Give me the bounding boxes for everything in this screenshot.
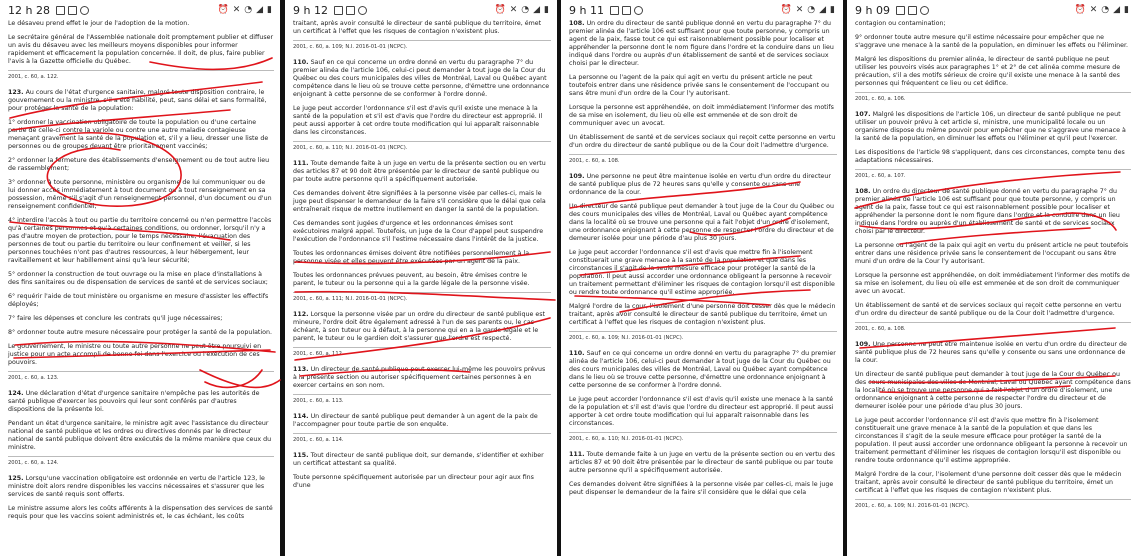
paragraph-text: Le juge peut accorder l'ordonnance s'il est d'avis qu'il existe une menace à la santé de la population et s'il est d'avis que l'ordre du directeur est approprié. Il peut aussi apporter à cet ordre toute modification qui lui apparaît raisonnable dans les circonstances. (569, 396, 834, 427)
paragraph-text: Un établissement de santé et de services sociaux qui reçoit cette personne en vertu d'un ordre du directeur de santé publique ou de la Cour doit l'admettre d'urgence. (855, 302, 1122, 317)
article-paragraph (293, 59, 551, 99)
paragraph-text: 2° ordonner la fermeture des établissements d'enseignement ou de tout autre lieu de rassemblement; (8, 157, 270, 172)
article-number: 110. (569, 350, 585, 357)
source-note: 2001, c. 60, a. 110; N.I. 2016-01-01 (NCPC). (293, 141, 551, 152)
source-note: 2001, c. 60, a. 111; N.I. 2016-01-01 (NCPC). (293, 292, 551, 303)
paragraph-text: Un ordre du directeur de santé publique donné en vertu du paragraphe 7° du premier alinéa de l'article 106 est suffisant pour que toute personne, y compris un agent de la paix, fasse tout ce qui est raisonnablement possible pour localiser et appréhender la personne dont le nom figure dans l'ordre et la conduire dans un lieu indiqué dans l'ordre ou auprès d'un établissement de santé et de services sociaux choisi par le directeur. (855, 188, 1120, 235)
wifi-icon: ◔ (807, 5, 816, 15)
sim-icon (346, 6, 355, 15)
article-paragraph (293, 452, 551, 468)
paragraph (293, 272, 551, 288)
paragraph (8, 329, 274, 337)
paragraph-text: Au cours de l'état d'urgence sanitaire, malgré toute disposition contraire, le gouvernement ou la ministre, s'il a été habilité, peut, sans délai et sans formalité, pour protéger la santé de la population: (8, 89, 267, 112)
alarm-icon: ⏰ (217, 5, 229, 15)
paragraph (293, 20, 551, 36)
screenshot-panel-1 (0, 0, 280, 556)
paragraph (569, 481, 837, 497)
mute-icon: ✕ (1089, 5, 1098, 15)
article-number: 124. (8, 390, 24, 397)
paragraph (293, 105, 551, 137)
paragraph-text: Un directeur de santé publique peut exercer lui-même les pouvoirs prévus à la présente section ou autoriser spécifiquement certaines personnes à en exercer certains en son nom. (293, 366, 546, 389)
status-icons (1075, 5, 1130, 15)
paragraph-text: Un directeur de santé publique peut demander à tout juge de la Cour du Québec ou des cours municipales des villes de Montréal, Laval ou Québec ayant compétence dans la localité où se trouve une personne qui a fait l'objet d'un ordre d'isolement, une ordonnance enjoignant à cette personne de respecter l'ordre du directeur et de demeurer isolée pour une période d'au plus 30 jours. (855, 371, 1131, 410)
screenshot-panel-2 (285, 0, 557, 556)
mute-icon: ✕ (795, 5, 804, 15)
paragraph (8, 420, 274, 452)
article-number: 107. (855, 111, 871, 118)
paragraph-text: Une déclaration d'état d'urgence sanitaire n'empêche pas les autorités de santé publique d'exercer les pouvoirs qui leur sont conférés par d'autres dispositions de la présente loi. (8, 390, 260, 413)
article-paragraph (569, 350, 837, 390)
source-note: 2001, c. 60, a. 122. (8, 70, 274, 81)
article-paragraph (569, 20, 837, 68)
paragraph-text: Le gouvernement, le ministre ou toute autre personne ne peut être poursuivi en justice pour un acte accompli de bonne foi dans l'exercice ou l'exécution de ces pouvoirs. (8, 343, 262, 366)
paragraph-text: Le juge peut accorder l'ordonnance s'il est d'avis que mettre fin à l'isolement constituerait une grave menace à la santé de la population et que dans les circonstances il s'agit de la seule mesure efficace pour protéger la santé de la population. Il peut aussi accorder une ordonnance obligeant la personne à recevoir un traitement permettant d'éliminer les risques de contagion lorsqu'il est disponible ou rendre toute ordonnance qu'il estime appropriée. (855, 417, 1128, 464)
article-number: 112. (293, 311, 309, 318)
signal-icon: ◢ (256, 5, 264, 15)
article-number: 125. (8, 475, 24, 482)
paragraph (8, 505, 274, 521)
article-number: 109. (855, 341, 871, 348)
article-number: 113. (293, 366, 309, 373)
alarm-icon: ⏰ (494, 5, 506, 15)
paragraph-text: 5° ordonner la construction de tout ouvrage ou la mise en place d'installations à des fins sanitaires ou de dispensation de services de santé et de services sociaux; (8, 271, 268, 286)
paragraph-text: Le juge peut accorder l'ordonnance s'il est d'avis que mettre fin à l'isolement constituerait une grave menace à la santé de la population et que dans les circonstances il s'agit de la seule mesure efficace pour protéger la santé de la population. Il peut aussi accorder une ordonnance obligeant la personne à recevoir un traitement permettant d'éliminer les risques de contagion lorsqu'il est disponible ou rendre toute ordonnance qu'il estime appropriée. (569, 249, 835, 296)
paragraph-text: contagion ou contamination; (855, 20, 946, 27)
status-bar (0, 0, 280, 20)
article-number: 108. (569, 20, 585, 27)
paragraph-text: La personne ou l'agent de la paix qui agit en vertu du présent article ne peut toutefois entrer dans une résidence privée sans le consentement de l'occupant ou sans être muni d'un ordre de la Cour l'y autorisant. (569, 74, 829, 97)
source-note: 2001, c. 60, a. 108. (855, 322, 1131, 333)
source-note: 2001, c. 60, a. 110; N.I. 2016-01-01 (NCPC). (569, 432, 837, 443)
source-note: 2001, c. 60, a. 109; N.I. 2016-01-01 (NCPC). (855, 499, 1131, 510)
paragraph-text: Le secrétaire général de l'Assemblée nationale doit promptement publier et diffuser un avis du désaveu avec les meilleurs moyens disponibles pour informer rapidement et efficacement la population concernée. Il doit, de plus, faire publier l'avis à la Gazette officielle du Québec. (8, 34, 274, 65)
gallery-icon (56, 6, 65, 15)
alarm-icon: ⏰ (780, 5, 792, 15)
signal-icon: ◢ (819, 5, 827, 15)
paragraph (293, 220, 551, 244)
status-time: 12 h 28 (8, 3, 50, 17)
sim-icon (622, 6, 631, 15)
paragraph (569, 134, 837, 150)
article-paragraph (293, 160, 551, 184)
paragraph (8, 217, 274, 265)
paragraph (855, 34, 1131, 50)
wifi-icon: ◔ (244, 5, 253, 15)
paragraph-text: 7° faire les dépenses et conclure les contrats qu'il juge nécessaires; (8, 315, 223, 322)
paragraph-text: Toutes les ordonnances émises doivent être notifiées personnellement à la personne visée et elles peuvent être exécutées par un agent de la paix. (293, 250, 530, 265)
article-number: 115. (293, 452, 309, 459)
wifi-icon: ◔ (1101, 5, 1110, 15)
article-paragraph (8, 390, 274, 414)
screenshot-panel-4 (847, 0, 1137, 556)
paragraph (293, 190, 551, 214)
paragraph-text: Le juge peut accorder l'ordonnance s'il est d'avis qu'il existe une menace à la santé de la population et s'il est d'avis que l'ordre du directeur est approprié. Il peut aussi apporter à cet ordre toute modification qui lui apparaît raisonnable dans les circonstances. (293, 105, 543, 136)
paragraph (855, 56, 1131, 88)
paragraph-text: Toutes les ordonnances prévues peuvent, au besoin, être émises contre le parent, le tuteur ou la personne qui a la garde légale de la personne visée. (293, 272, 530, 287)
article-paragraph (293, 311, 551, 343)
paragraph (855, 20, 1131, 28)
paragraph-text: Pendant un état d'urgence sanitaire, le ministre agit avec l'assistance du directeur national de santé publique et les ordres ou directives donnés par le directeur national de santé publique doivent être exécutés de la même manière que ceux du ministre. (8, 420, 272, 451)
paragraph-text: Malgré l'ordre de la cour, l'isolement d'une personne doit cesser dès que le médecin traitant, après avoir consulté le directeur de santé publique du territoire, émet un certificat à l'effet que les risques de contagion n'existent plus. (569, 303, 836, 326)
article-paragraph (293, 413, 551, 429)
paragraph-text: Toute demande faite à un juge en vertu de la présente section ou en vertu des articles 87 et 90 doit être présentée par le directeur de santé publique ou par toute autre personne qu'il a spécifiquement autorisée. (293, 160, 546, 183)
paragraph (569, 249, 837, 297)
signal-icon: ◢ (1113, 5, 1121, 15)
article-paragraph (293, 366, 551, 390)
paragraph (8, 119, 274, 151)
source-note: 2001, c. 60, a. 112. (293, 347, 551, 358)
article-paragraph (569, 451, 837, 475)
paragraph-text: 1° ordonner la vaccination obligatoire de toute la population ou d'une certaine partie de celle-ci contre la variole ou contre une autre maladie contagieuse menaçant gravement la santé de la population et, s'il y a lieu, dresser une liste de personnes ou de groupes devant être prioritairement vaccinés; (8, 119, 269, 150)
law-text (855, 20, 1131, 518)
paragraph-text: 3° ordonner à toute personne, ministère ou organisme de lui communiquer ou de lui donner accès immédiatement à tout document ou à tout renseignement en sa possession, même s'il s'agit d'un renseignement personnel, d'un document ou d'un renseignement confidentiel; (8, 179, 272, 210)
paragraph-text: Ces demandes doivent être signifiées à la personne visée par celles-ci, mais le juge peut dispenser le demandeur de la faire s'il considère que le délai que cela (569, 481, 834, 496)
battery-icon: ▮ (267, 5, 272, 15)
status-bar (847, 0, 1137, 20)
status-icons (781, 5, 836, 15)
paragraph-text: 4° interdire l'accès à tout ou partie du territoire concerné ou n'en permettre l'accès qu'à certaines personnes et qu'à certaines conditions, ou ordonner, lorsqu'il n'y a pas d'autre moyen de protection, pour le temps nécessaire, l'évacuation des personnes de tout ou partie du territoire ou leur confinement et veiller, si les personnes touchées n'ont pas d'autres ressources, à leur hébergement, leur ravitaillement et leur habillement ainsi qu'à leur sécurité; (8, 217, 272, 264)
law-text (569, 20, 837, 503)
status-bar (561, 0, 843, 20)
source-note: 2001, c. 60, a. 109; N.I. 2016-01-01 (NCPC). (293, 40, 551, 51)
source-note: 2001, c. 60, a. 107. (855, 169, 1131, 180)
paragraph (569, 303, 837, 327)
paragraph (293, 250, 551, 266)
law-text (293, 20, 551, 496)
paragraph-text: Sauf en ce qui concerne un ordre donné en vertu du paragraphe 7° du premier alinéa de l'article 106, celui-ci peut demander à tout juge de la Cour du Québec ou des cours municipales des villes de Montréal, Laval ou Québec ayant compétence dans le lieu où se trouve cette personne, d'émettre une ordonnance enjoignant à cette personne de se conformer à l'ordre donné. (293, 59, 550, 98)
status-bar (285, 0, 557, 20)
paragraph (855, 471, 1131, 495)
sim-icon (68, 6, 77, 15)
article-paragraph (8, 475, 274, 499)
paragraph-text: Malgré l'ordre de la cour, l'isolement d'une personne doit cesser dès que le médecin traitant, après avoir consulté le directeur de santé publique du territoire, émet un certificat à l'effet que les risques de contagion n'existent plus. (855, 471, 1122, 494)
battery-icon: ▮ (830, 5, 835, 15)
paragraph (569, 74, 837, 98)
screenshot-panel-3 (561, 0, 843, 556)
gallery-icon (896, 6, 905, 15)
sync-icon (634, 6, 643, 15)
paragraph (8, 20, 274, 28)
paragraph (569, 396, 837, 428)
law-text (8, 20, 274, 527)
article-paragraph (855, 111, 1131, 143)
paragraph (8, 315, 274, 323)
article-paragraph (855, 188, 1131, 236)
mute-icon: ✕ (509, 5, 518, 15)
source-note: 2001, c. 60, a. 114. (293, 433, 551, 444)
signal-icon: ◢ (533, 5, 541, 15)
paragraph (8, 293, 274, 309)
sim-icon (908, 6, 917, 15)
article-number: 114. (293, 413, 309, 420)
paragraph-text: Une personne ne peut être maintenue isolée en vertu d'un ordre du directeur de santé publique plus de 72 heures sans qu'elle y consente ou sans une ordonnance de la cour. (569, 173, 831, 196)
sync-icon (920, 6, 929, 15)
paragraph-text: Ces demandes sont jugées d'urgence et les ordonnances émises sont exécutoires malgré appel. Toutefois, un juge de la Cour d'appel peut suspendre l'exécution de l'ordonnance s'il l'estime nécessaire dans l'intérêt de la justice. (293, 220, 544, 243)
paragraph (855, 149, 1131, 165)
paragraph-text: Sauf en ce qui concerne un ordre donné en vertu du paragraphe 7° du premier alinéa de l'article 106, celui-ci peut demander à tout juge de la Cour du Québec ou des cours municipales des villes de Montréal, Laval ou Québec ayant compétence dans le lieu où se trouve cette personne, d'émettre une ordonnance enjoignant à cette personne de se conformer à l'ordre donné. (569, 350, 836, 389)
paragraph (569, 104, 837, 128)
paragraph-text: Une personne ne peut être maintenue isolée en vertu d'un ordre du directeur de santé publique plus de 72 heures sans qu'elle y consente ou sans une ordonnance de la cour. (855, 341, 1127, 364)
paragraph-text: Toute demande faite à un juge en vertu de la présente section ou en vertu des articles 87 et 90 doit être présentée par le directeur de santé publique ou par toute autre personne qu'il a spécifiquement autorisée. (569, 451, 835, 474)
article-number: 123. (8, 89, 24, 96)
paragraph-text: Ces demandes doivent être signifiées à la personne visée par celles-ci, mais le juge peut dispenser le demandeur de la faire s'il considère que le délai que cela entraînerait risque de mettre inutilement en danger la santé de la population. (293, 190, 546, 213)
sync-icon (80, 6, 89, 15)
status-icons (495, 5, 550, 15)
battery-icon: ▮ (1124, 5, 1129, 15)
article-number: 109. (569, 173, 585, 180)
article-number: 111. (569, 451, 585, 458)
alarm-icon: ⏰ (1074, 5, 1086, 15)
paragraph-text: Malgré les dispositions de l'article 106, un directeur de santé publique ne peut utiliser un pouvoir prévu à cet article si, ministre, une municipalité locale ou un organisme dispose du même pouvoir pour empêcher que ne s'aggrave une menace à la santé de la population, en diminuer les effets ou l'éliminer et qu'il peut l'exercer. (855, 111, 1126, 142)
paragraph (855, 272, 1131, 296)
paragraph-text: Un établissement de santé et de services sociaux qui reçoit cette personne en vertu d'un ordre du directeur de santé publique ou de la Cour doit l'admettre d'urgence. (569, 134, 836, 149)
article-paragraph (8, 89, 274, 113)
status-time: 9 h 12 (293, 3, 328, 17)
paragraph-text: Lorsqu'une vaccination obligatoire est ordonnée en vertu de l'article 123, le ministre doit alors rendre disponibles les vaccins nécessaires et s'assurer que les services de santé requis sont offerts. (8, 475, 265, 498)
source-note: 2001, c. 60, a. 106. (855, 92, 1131, 103)
battery-icon: ▮ (544, 5, 549, 15)
article-number: 108. (855, 188, 871, 195)
article-paragraph (855, 341, 1131, 365)
paragraph-text: Lorsque la personne est appréhendée, on doit immédiatement l'informer des motifs de sa mise en isolement, du lieu où elle est emmenée et de son droit de communiquer avec un avocat. (855, 272, 1130, 295)
paragraph-text: traitant, après avoir consulté le directeur de santé publique du territoire, émet un certificat à l'effet que les risques de contagion n'existent plus. (293, 20, 542, 35)
source-note: 2001, c. 60, a. 123. (8, 371, 274, 382)
paragraph (8, 157, 274, 173)
status-time: 9 h 11 (569, 3, 604, 17)
paragraph-text: Tout directeur de santé publique doit, sur demande, s'identifier et exhiber un certificat attestant sa qualité. (293, 452, 544, 467)
sync-icon (358, 6, 367, 15)
paragraph-text: La personne ou l'agent de la paix qui agit en vertu du présent article ne peut toutefois entrer dans une résidence privée sans le consentement de l'occupant ou sans être muni d'un ordre de la Cour l'y autorisant. (855, 242, 1129, 265)
paragraph-text: 9° ordonner toute autre mesure qu'il estime nécessaire pour empêcher que ne s'aggrave une menace à la santé de la population, en diminuer les effets ou l'éliminer. (855, 34, 1129, 49)
paragraph (855, 302, 1131, 318)
status-icons (218, 5, 273, 15)
paragraph (8, 271, 274, 287)
paragraph-text: Le ministre assume alors les coûts afférents à la dispensation des services de santé requis pour que les vaccins soient administrés et, le cas échéant, les coûts (8, 505, 273, 520)
paragraph-text: Un directeur de santé publique peut demander à tout juge de la Cour du Québec ou des cours municipales des villes de Montréal, Laval ou Québec ayant compétence dans la localité où se trouve une personne qui a fait l'objet d'un ordre d'isolement, une ordonnance enjoignant à cette personne de respecter l'ordre du directeur et de demeurer isolée pour une période d'au plus 30 jours. (569, 203, 834, 242)
paragraph-text: Lorsque la personne visée par un ordre du directeur de santé publique est mineure, l'ordre doit être également adressé à l'un de ses parents ou, le cas échéant, à son tuteur ou à défaut, à la personne qui en a la garde légale et le parent, le tuteur ou le gardien doit s'assurer que l'ordre est respecté. (293, 311, 545, 342)
paragraph-text: 6° requérir l'aide de tout ministère ou organisme en mesure d'assister les effectifs déployés; (8, 293, 269, 308)
paragraph-text: Un ordre du directeur de santé publique donné en vertu du paragraphe 7° du premier alinéa de l'article 106 est suffisant pour que toute personne, y compris un agent de la paix, fasse tout ce qui est raisonnablement possible pour localiser et appréhender la personne dont le nom figure dans l'ordre et la conduire dans un lieu indiqué dans l'ordre ou auprès d'un établissement de santé et de services sociaux choisi par le directeur. (569, 20, 834, 67)
gallery-icon (610, 6, 619, 15)
paragraph-text: Toute personne spécifiquement autorisée par un directeur pour agir aux fins d'une (293, 474, 534, 489)
paragraph-text: 8° ordonner toute autre mesure nécessaire pour protéger la santé de la population. (8, 329, 272, 336)
article-number: 111. (293, 160, 309, 167)
paragraph-text: Les dispositions de l'article 98 s'appliquent, dans ces circonstances, compte tenu des adaptations nécessaires. (855, 149, 1125, 164)
article-number: 110. (293, 59, 309, 66)
source-note: 2001, c. 60, a. 124. (8, 456, 274, 467)
paragraph (855, 242, 1131, 266)
paragraph (855, 417, 1131, 465)
paragraph (293, 474, 551, 490)
paragraph (8, 34, 274, 66)
paragraph-text: Le désaveu prend effet le jour de l'adoption de la motion. (8, 20, 190, 27)
paragraph (8, 343, 274, 367)
article-paragraph (569, 173, 837, 197)
status-time: 9 h 09 (855, 3, 890, 17)
source-note: 2001, c. 60, a. 113. (293, 394, 551, 405)
paragraph (569, 203, 837, 243)
paragraph (855, 371, 1131, 411)
source-note: 2001, c. 60, a. 109; N.I. 2016-01-01 (NCPC). (569, 331, 837, 342)
paragraph-text: Lorsque la personne est appréhendée, on doit immédiatement l'informer des motifs de sa mise en isolement, du lieu où elle est emmenée et de son droit de communiquer avec un avocat. (569, 104, 834, 127)
mute-icon: ✕ (232, 5, 241, 15)
paragraph-text: Malgré les dispositions du premier alinéa, le directeur de santé publique ne peut utiliser les pouvoirs visés aux paragraphes 1° et 2° de cet alinéa comme mesure de précaution, s'il a des motifs sérieux de croire qu'il existe une menace à la santé des personnes qui fréquentent ce lieu ou cet édifice. (855, 56, 1121, 87)
paragraph-text: Un directeur de santé publique peut demander à un agent de la paix de l'accompagner pour toute partie de son enquête. (293, 413, 538, 428)
paragraph (8, 179, 274, 211)
gallery-icon (334, 6, 343, 15)
wifi-icon: ◔ (521, 5, 530, 15)
source-note: 2001, c. 60, a. 108. (569, 154, 837, 165)
